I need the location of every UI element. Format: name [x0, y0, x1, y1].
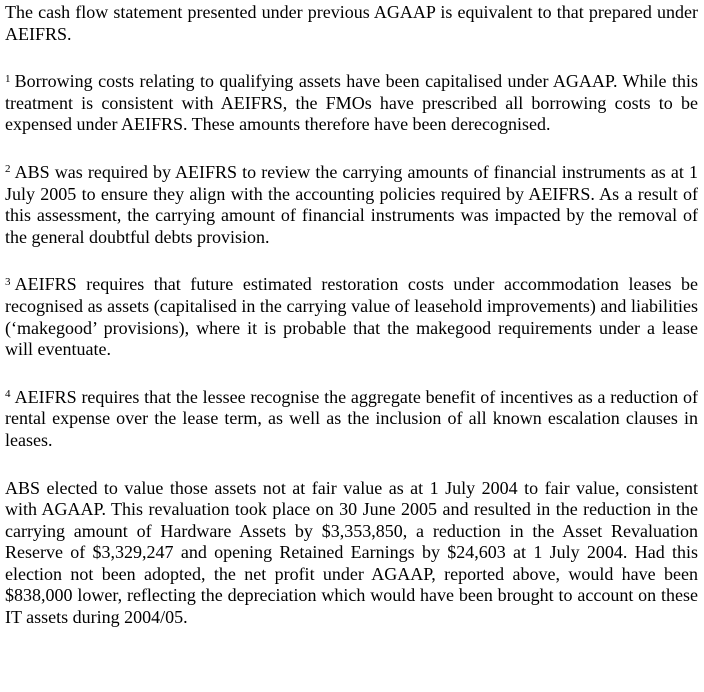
footnote-2	[5, 162, 698, 248]
footnote-4-marker: 4	[5, 388, 11, 401]
footnote-3-text: AEIFRS requires that future estimated restoration costs under accommodation leases be recognised as assets (capitalised in the carrying value of leasehold improvements) and liabilities (‘makegood’ provisions), where it is probable that the makegood requirements under a lease will eventuate.	[5, 274, 698, 360]
paragraph-text: The cash flow statement presented under previous AGAAP is equivalent to that prepared under AEIFRS.	[5, 2, 698, 44]
footnote-1-text: Borrowing costs relating to qualifying assets have been capitalised under AGAAP. While this treatment is consistent with AEIFRS, the FMOs have prescribed all borrowing costs to be expensed under AEIFRS. These amounts therefore have been derecognised.	[5, 71, 698, 135]
footnote-4	[5, 387, 698, 452]
intro-paragraph	[5, 2, 698, 45]
footnote-2-marker: 2	[5, 163, 11, 176]
footnote-1	[5, 71, 698, 136]
footnote-1-marker: 1	[5, 72, 11, 85]
footnote-3-marker: 3	[5, 275, 11, 288]
footnote-3	[5, 274, 698, 360]
footnote-4-text: AEIFRS requires that the lessee recognise the aggregate benefit of incentives as a reduction of rental expense over the lease term, as well as the inclusion of all known escalation clauses in leases.	[5, 386, 698, 450]
revaluation-paragraph	[5, 478, 698, 629]
footnote-2-text: ABS was required by AEIFRS to review the carrying amounts of financial instruments as at 1 July 2005 to ensure they align with the accounting policies required by AEIFRS. As a result of this assessment, the carrying amount of financial instruments was impacted by the removal of the general doubtful debts provision.	[5, 161, 698, 247]
paragraph-text: ABS elected to value those assets not at fair value as at 1 July 2004 to fair value, consistent with AGAAP. This revaluation took place on 30 June 2005 and resulted in the reduction in the carrying amount of Hardware Assets by $3,353,850, a reduction in the Asset Revaluation Reserve of $3,329,247 and opening Retained Earnings by $24,603 at 1 July 2004. Had this election not been adopted, the net profit under AGAAP, reported above, would have been $838,000 lower, reflecting the depreciation which would have been brought to account on these IT assets during 2004/05.	[5, 477, 698, 628]
